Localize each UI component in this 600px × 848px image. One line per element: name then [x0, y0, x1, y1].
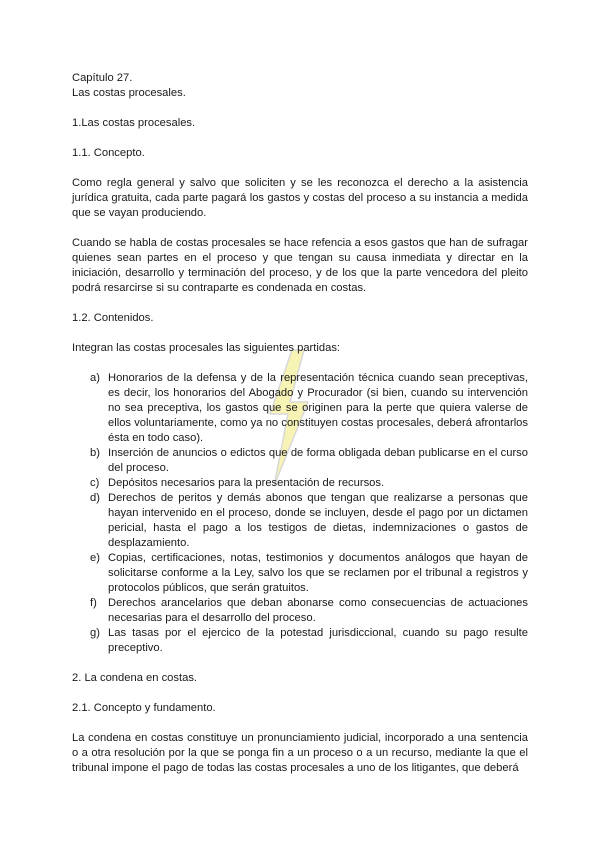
list-item-text: Copias, certificaciones, notas, testimonios y documentos análogos que hayan de solicitarse conforme a la Ley, salvo los que se reclamen por el tribunal a registros y protocolos públicos, que serán gratuitos. — [108, 552, 528, 594]
list-item — [72, 446, 528, 476]
list-marker: e) — [90, 552, 100, 564]
section-2-title: 2. La condena en costas. — [72, 672, 198, 684]
subsection-2-1-title: 2.1. Concepto y fundamento. — [72, 702, 216, 714]
list-item — [72, 491, 528, 551]
section-1-title: 1.Las costas procesales. — [72, 117, 196, 129]
list-item-text: Las tasas por el ejercico de la potestad jurisdiccional, cuando su pago resulte preceptivo. — [108, 627, 528, 654]
list-item-text: Inserción de anuncios o edictos que de forma obligada deban publicarse en el curso del proceso. — [108, 447, 528, 474]
costas-items-list — [72, 371, 528, 656]
list-marker: c) — [90, 477, 100, 489]
list-item — [72, 626, 528, 656]
list-item — [72, 596, 528, 626]
chapter-number: Capítulo 27. — [72, 72, 133, 84]
list-item-text: Honorarios de la defensa y de la representación técnica cuando sean preceptivas, es decir, los honorarios del Abogado y Procurador (si bien, cuando su intervención no sea preceptiva, los gastos que se originen para la perte que quiera valerse de ellos voluntariamente, como ya no constituyen costas procesales, deberá afrontarlos ésta en todo caso). — [108, 372, 528, 444]
chapter-title: Las costas procesales. — [72, 87, 186, 99]
list-item-text: Depósitos necesarios para la presentación de recursos. — [108, 477, 385, 489]
list-marker: f) — [90, 597, 97, 609]
list-item — [72, 476, 528, 491]
list-marker: b) — [90, 447, 100, 459]
paragraph-concepto-2: Cuando se habla de costas procesales se hace refencia a esos gastos que han de sufragar quienes sean partes en el proceso y que tengan su causa inmediata y directar en la iniciación, desarrollo y terminación del proceso, y de los que la parte vencedora del pleito podrá resarcirse si su contraparte es condenada en costas. — [72, 237, 528, 294]
paragraph-condena-1: La condena en costas constituye un pronunciamiento judicial, incorporado a una sentencia o a otra resolución por la que se ponga fin a un proceso o a un recurso, mediante la que el tribunal impone el pago de todas las costas procesales a uno de los litigantes, que deberá — [72, 732, 528, 774]
list-marker: g) — [90, 627, 100, 639]
document-body — [72, 71, 528, 776]
list-item — [72, 371, 528, 446]
subsection-1-1-title: 1.1. Concepto. — [72, 147, 145, 159]
list-intro: Integran las costas procesales las siguientes partidas: — [72, 342, 341, 354]
list-marker: a) — [90, 372, 100, 384]
paragraph-concepto-1: Como regla general y salvo que soliciten y se les reconozca el derecho a la asistencia jurídica gratuita, cada parte pagará los gastos y costas del proceso a su instancia a medida que se vayan produciendo. — [72, 177, 528, 219]
list-item-text: Derechos de peritos y demás abonos que tengan que realizarse a personas que hayan intervenido en el proceso, donde se incluyen, desde el pago por un dictamen pericial, hasta el pago a los testigos de dietas, indemnizaciones o gastos de desplazamiento. — [108, 492, 528, 549]
subsection-1-2-title: 1.2. Contenidos. — [72, 312, 154, 324]
list-item-text: Derechos arancelarios que deban abonarse como consecuencias de actuaciones necesarias para el desarrollo del proceso. — [108, 597, 528, 624]
list-marker: d) — [90, 492, 100, 504]
list-item — [72, 551, 528, 596]
